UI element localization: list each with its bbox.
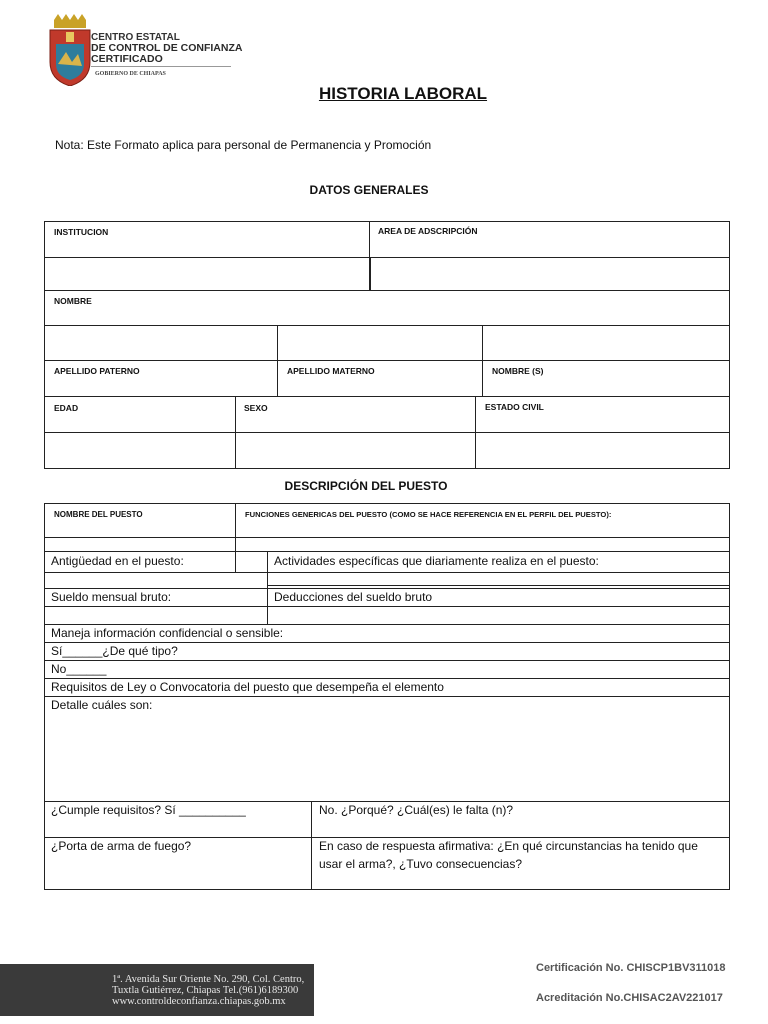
label-si-tipo: Sí______¿De qué tipo? [51, 644, 178, 658]
label-requisitos: Requisitos de Ley o Convocatoria del puesto que desempeña el elemento [51, 680, 444, 694]
label-sueldo: Sueldo mensual bruto: [51, 590, 172, 604]
label-caso-afirmativo-1: En caso de respuesta afirmativa: ¿En qué circunstancias ha tenido que [319, 839, 698, 853]
label-deducciones: Deducciones del sueldo bruto [274, 590, 433, 604]
label-info-confidencial: Maneja información confidencial o sensible: [51, 626, 284, 640]
label-sexo: SEXO [244, 403, 268, 413]
coat-of-arms-icon [46, 14, 92, 86]
label-estado-civil: ESTADO CIVIL [485, 402, 544, 412]
label-institucion: INSTITUCION [54, 227, 109, 237]
label-caso-afirmativo-2: usar el arma?, ¿Tuvo consecuencias? [319, 857, 522, 871]
label-actividades: Actividades específicas que diariamente realiza en el puesto: [274, 554, 599, 568]
detalle-field[interactable] [46, 714, 728, 800]
apellido-paterno-field[interactable] [45, 326, 276, 359]
label-nombres: NOMBRE (S) [492, 366, 544, 376]
label-apellido-paterno: APELLIDO PATERNO [54, 366, 140, 376]
label-nombre-puesto: NOMBRE DEL PUESTO [54, 510, 143, 519]
label-cumple-requisitos: ¿Cumple requisitos? Sí __________ [51, 803, 246, 817]
logo [46, 14, 92, 86]
logo-divider [91, 66, 231, 67]
footer-website: www.controldeconfianza.chiapas.gob.mx [112, 996, 286, 1007]
nota-text: Nota: Este Formato aplica para personal de Permanencia y Promoción [55, 138, 432, 152]
estado-civil-field[interactable] [477, 433, 729, 468]
institucion-field[interactable] [45, 258, 368, 289]
edad-field[interactable] [45, 433, 234, 468]
footer-address-line1: 1ª. Avenida Sur Oriente No. 290, Col. Centro, [112, 974, 305, 985]
section-datos-generales: DATOS GENERALES [309, 183, 429, 197]
section-descripcion-puesto: DESCRIPCIÓN DEL PUESTO [284, 479, 448, 493]
area-adscripcion-field[interactable] [372, 258, 729, 289]
sexo-field[interactable] [237, 433, 474, 468]
org-line1: CENTRO ESTATAL [91, 32, 180, 43]
label-edad: EDAD [54, 403, 79, 413]
label-antiguedad: Antigüedad en el puesto: [51, 554, 184, 568]
apellido-materno-field[interactable] [279, 326, 481, 359]
page-title: HISTORIA LABORAL [318, 84, 488, 103]
label-porta-arma: ¿Porta de arma de fuego? [51, 839, 192, 853]
label-no: No______ [51, 662, 107, 676]
org-line3: CERTIFICADO [91, 53, 163, 65]
footer-address-line2: Tuxtla Gutiérrez, Chiapas Tel.(961)6189300 [112, 985, 299, 996]
nombres-field[interactable] [484, 326, 729, 359]
acreditacion-number: Acreditación No.CHISAC2AV221017 [536, 992, 723, 1004]
label-no-porque: No. ¿Porqué? ¿Cuál(es) le falta (n)? [319, 803, 514, 817]
org-line2: DE CONTROL DE CONFIANZA [91, 42, 243, 54]
label-nombre: NOMBRE [54, 296, 92, 306]
certificacion-number: Certificación No. CHISCP1BV311018 [536, 962, 726, 974]
org-subtitle: GOBIERNO DE CHIAPAS [95, 71, 166, 77]
label-area-adscripcion: AREA DE ADSCRIPCIÓN [378, 226, 478, 236]
label-funciones-genericas: FUNCIONES GENERICAS DEL PUESTO (COMO SE HACE REFERENCIA EN EL PERFIL DEL PUESTO): [245, 510, 612, 519]
label-apellido-materno: APELLIDO MATERNO [287, 366, 375, 376]
label-detalle: Detalle cuáles son: [51, 698, 153, 712]
